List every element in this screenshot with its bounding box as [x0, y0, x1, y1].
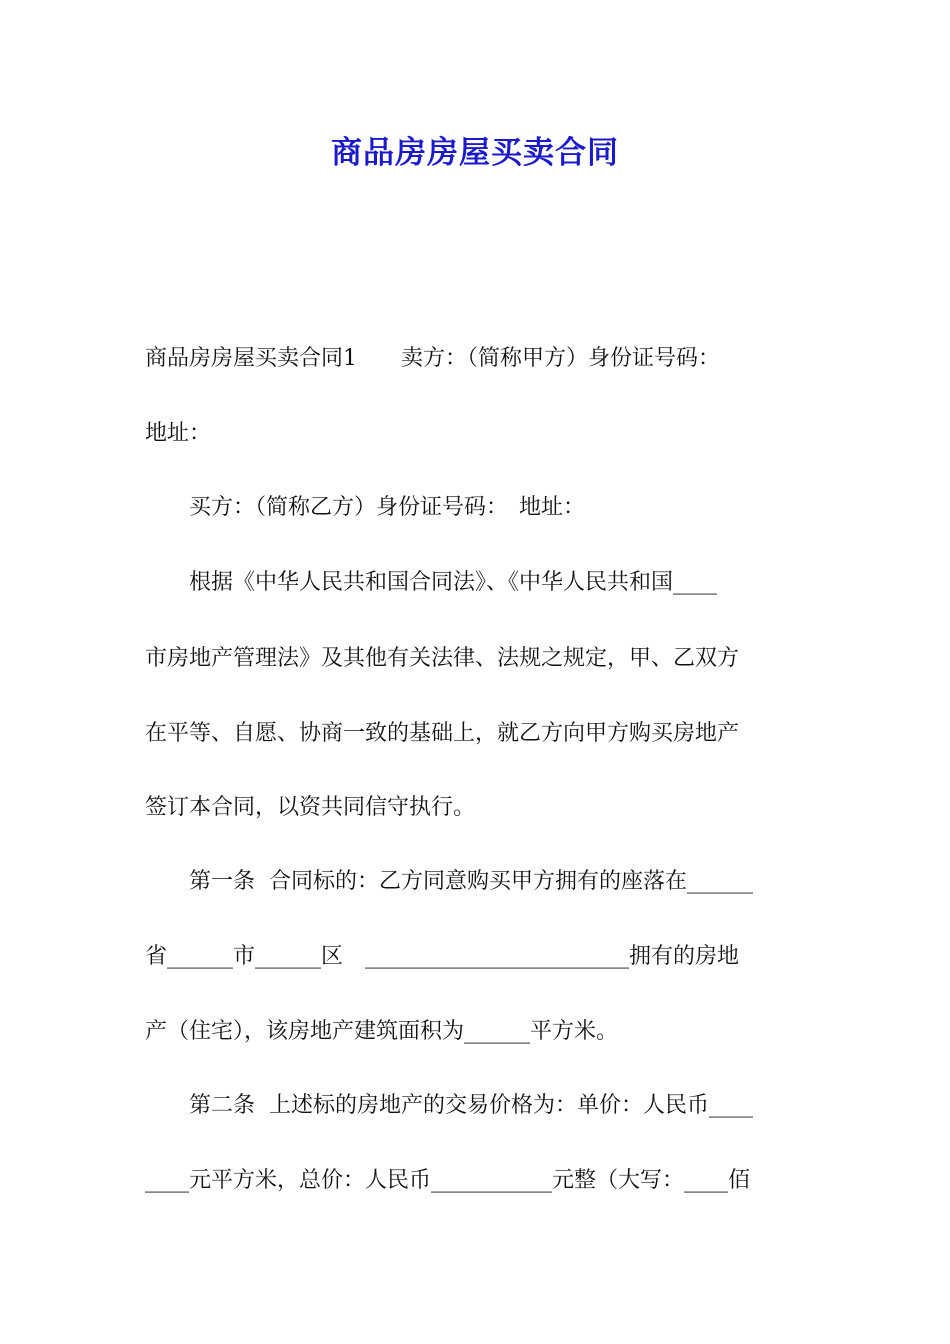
contract-paragraph-basis-line-1: 根据《中华人民共和国合同法》、《中华人民共和国____	[145, 570, 718, 595]
contract-line-buyer: 买方：（简称乙方）身份证号码： 地址：	[145, 495, 586, 520]
article-one-line-3: 产（住宅），该房地产建筑面积为______平方米。	[145, 1019, 619, 1044]
article-one-line-1: 第一条 合同标的：乙方同意购买甲方拥有的座落在______	[145, 869, 753, 894]
contract-line-seller: 商品房房屋买卖合同1 卖方：（简称甲方）身份证号码：	[145, 346, 720, 371]
document-title: 商品房房屋买卖合同	[331, 135, 619, 171]
article-two-line-2: ____元平方米，总价：人民币___________元整（大写：____佰	[145, 1168, 751, 1193]
contract-line-seller-address: 地址：	[145, 421, 212, 446]
article-two-line-1: 第二条 上述标的房地产的交易价格为：单价：人民币____	[145, 1093, 753, 1118]
contract-paragraph-basis-line-4: 签订本合同，以资共同信守执行。	[145, 795, 476, 820]
contract-paragraph-basis-line-3: 在平等、自愿、协商一致的基础上，就乙方向甲方购买房地产	[145, 721, 740, 746]
contract-paragraph-basis-line-2: 市房地产管理法》及其他有关法律、法规之规定，甲、乙双方	[145, 646, 740, 671]
article-one-line-2: 省______市______区 ________________________拥有的房地	[145, 944, 740, 969]
